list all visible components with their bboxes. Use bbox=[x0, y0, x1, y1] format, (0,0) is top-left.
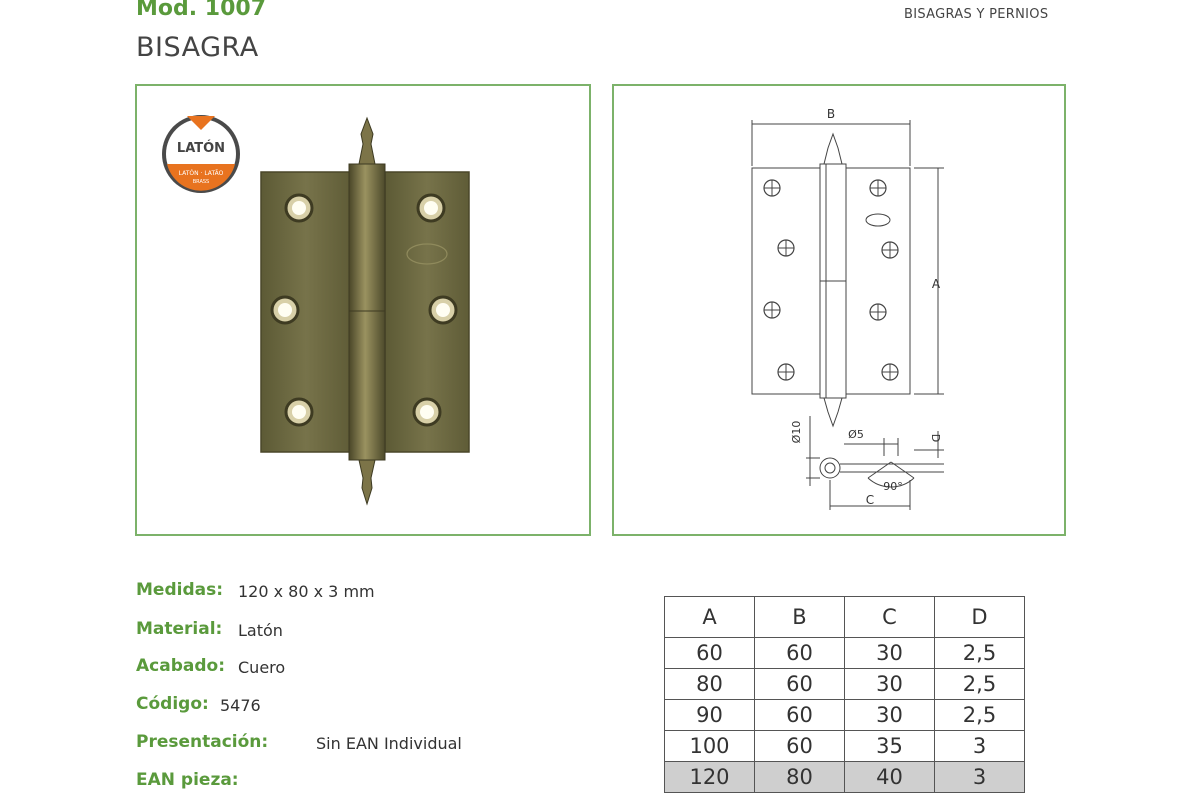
spec-label: Acabado: bbox=[136, 656, 225, 676]
table-cell: 90 bbox=[665, 700, 755, 731]
hinge-photo bbox=[137, 86, 589, 534]
table-header: A bbox=[665, 597, 755, 638]
table-header: D bbox=[935, 597, 1025, 638]
category-label: BISAGRAS Y PERNIOS bbox=[904, 7, 1049, 22]
dim-label-a: A bbox=[931, 277, 941, 291]
table-cell: 35 bbox=[845, 731, 935, 762]
table-cell: 60 bbox=[755, 638, 845, 669]
dim-label-c: C bbox=[865, 493, 875, 507]
spec-value: Sin EAN Individual bbox=[316, 734, 462, 753]
dim-label-d10: Ø10 bbox=[790, 420, 803, 444]
dim-label-b: B bbox=[826, 107, 836, 121]
table-cell: 120 bbox=[665, 762, 755, 793]
spec-value: Cuero bbox=[238, 658, 286, 677]
spec-codigo bbox=[136, 694, 261, 715]
badge-title: LATÓN bbox=[176, 141, 226, 156]
table-row bbox=[665, 669, 1025, 700]
table-cell: 40 bbox=[845, 762, 935, 793]
table-cell: 60 bbox=[665, 638, 755, 669]
spec-presentacion bbox=[136, 732, 462, 753]
dim-label-d5: Ø5 bbox=[848, 428, 864, 441]
table-row bbox=[665, 731, 1025, 762]
table-cell: 80 bbox=[665, 669, 755, 700]
table-row bbox=[665, 700, 1025, 731]
spec-label: Presentación: bbox=[136, 732, 269, 752]
table-cell: 30 bbox=[845, 700, 935, 731]
table-cell: 2,5 bbox=[935, 638, 1025, 669]
spec-value: 120 x 80 x 3 mm bbox=[238, 582, 375, 601]
material-badge bbox=[162, 115, 240, 193]
spec-label: Medidas: bbox=[136, 580, 224, 600]
spec-ean bbox=[136, 770, 239, 790]
dimensions-table bbox=[664, 596, 1025, 793]
spec-label: EAN pieza: bbox=[136, 770, 239, 790]
table-cell: 3 bbox=[935, 731, 1025, 762]
table-cell: 30 bbox=[845, 669, 935, 700]
table-header-row bbox=[665, 597, 1025, 638]
table-cell: 60 bbox=[755, 669, 845, 700]
table-cell: 2,5 bbox=[935, 669, 1025, 700]
table-header: C bbox=[845, 597, 935, 638]
table-cell: 30 bbox=[845, 638, 935, 669]
badge-subtitle: LATÓN · LATÃO bbox=[178, 170, 224, 177]
product-title: BISAGRA bbox=[136, 32, 259, 63]
table-cell: 80 bbox=[755, 762, 845, 793]
table-cell: 3 bbox=[935, 762, 1025, 793]
spec-value: Latón bbox=[238, 621, 283, 640]
technical-drawing-frame bbox=[612, 84, 1066, 536]
table-cell: 2,5 bbox=[935, 700, 1025, 731]
table-cell: 60 bbox=[755, 731, 845, 762]
dim-label-d: D bbox=[929, 433, 942, 443]
dim-label-angle: 90° bbox=[883, 480, 903, 493]
badge-subtitle-2: BRASS bbox=[192, 179, 210, 185]
table-cell: 60 bbox=[755, 700, 845, 731]
table-cell: 100 bbox=[665, 731, 755, 762]
spec-material bbox=[136, 619, 283, 640]
spec-medidas bbox=[136, 580, 375, 601]
model-number: Mod. 1007 bbox=[136, 0, 267, 21]
table-row bbox=[665, 638, 1025, 669]
table-header: B bbox=[755, 597, 845, 638]
spec-value: 5476 bbox=[220, 696, 261, 715]
product-photo-frame bbox=[135, 84, 591, 536]
table-row-highlighted bbox=[665, 762, 1025, 793]
spec-label: Material: bbox=[136, 619, 223, 639]
spec-label: Código: bbox=[136, 694, 209, 714]
spec-acabado bbox=[136, 656, 286, 677]
hinge-technical-drawing bbox=[614, 86, 1064, 534]
